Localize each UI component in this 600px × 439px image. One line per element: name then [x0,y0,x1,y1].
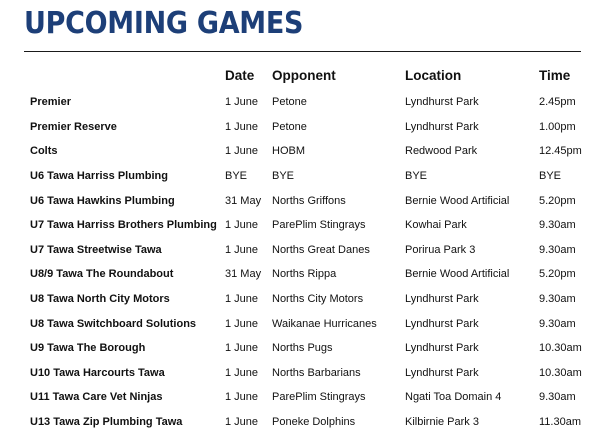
upcoming-games-table [30,62,590,434]
game-date: 1 June [225,416,259,429]
opponent-name: Petone [272,96,307,109]
game-location: Kilbirnie Park 3 [405,416,479,429]
team-name: U9 Tawa The Borough [30,342,146,355]
opponent-name: Norths Rippa [272,268,337,281]
game-time: 9.30am [539,219,576,232]
title-divider [24,51,581,52]
table-row [30,139,590,164]
team-name: Premier [30,96,71,109]
page-title: UPCOMING GAMES [24,6,304,41]
table-row [30,213,590,238]
game-location: Kowhai Park [405,219,467,232]
game-location: Lyndhurst Park [405,96,479,109]
opponent-name: Petone [272,120,307,133]
game-location: Lyndhurst Park [405,366,479,379]
game-time: 5.20pm [539,194,576,207]
table-row [30,164,590,189]
game-location: Porirua Park 3 [405,243,476,256]
column-header-opponent: Opponent [272,67,336,83]
game-date: 1 June [225,96,259,109]
game-time: 2.45pm [539,96,576,109]
table-header-row [30,62,590,88]
opponent-name: Norths Pugs [272,342,333,355]
game-time: 9.30am [539,243,576,256]
game-time: 10.30am [539,366,582,379]
game-location: BYE [405,170,428,183]
game-time: 9.30am [539,391,576,404]
team-name: Premier Reserve [30,120,117,133]
opponent-name: Norths Barbarians [272,366,361,379]
table-row [30,115,590,140]
team-name: Colts [30,145,58,158]
game-date: 1 June [225,342,259,355]
game-date: BYE [225,170,248,183]
team-name: U7 Tawa Streetwise Tawa [30,243,162,256]
team-name: U6 Tawa Harriss Plumbing [30,170,168,183]
game-location: Ngati Toa Domain 4 [405,391,502,404]
game-time: 12.45pm [539,145,582,158]
game-time: 1.00pm [539,120,576,133]
table-row [30,90,590,115]
game-time: 10.30am [539,342,582,355]
team-name: U11 Tawa Care Vet Ninjas [30,391,163,404]
game-time: BYE [539,170,562,183]
opponent-name: ParePlim Stingrays [272,219,366,232]
game-location: Lyndhurst Park [405,293,479,306]
opponent-name: Norths Griffons [272,194,346,207]
table-row [30,262,590,287]
game-time: 5.20pm [539,268,576,281]
team-name: U10 Tawa Harcourts Tawa [30,366,165,379]
game-date: 1 June [225,145,259,158]
column-header-team [30,62,225,88]
game-location: Bernie Wood Artificial [405,268,510,281]
table-row [30,188,590,213]
team-name: U6 Tawa Hawkins Plumbing [30,194,175,207]
game-location: Redwood Park [405,145,478,158]
opponent-name: Waikanae Hurricanes [272,317,377,330]
opponent-name: Poneke Dolphins [272,416,356,429]
table-row [30,311,590,336]
game-date: 1 June [225,219,259,232]
team-name: U7 Tawa Harriss Brothers Plumbing [30,219,217,232]
opponent-name: Norths Great Danes [272,243,370,256]
game-time: 11.30am [539,416,581,429]
team-name: U13 Tawa Zip Plumbing Tawa [30,416,183,429]
column-header-date: Date [225,67,255,83]
game-date: 31 May [225,194,262,207]
game-time: 9.30am [539,317,576,330]
game-time: 9.30am [539,293,576,306]
table-row [30,361,590,386]
table-row [30,238,590,263]
table-row [30,287,590,312]
opponent-name: ParePlim Stingrays [272,391,366,404]
team-name: U8 Tawa North City Motors [30,293,170,306]
game-date: 1 June [225,317,259,330]
column-header-location: Location [405,67,462,83]
games-table-body [30,88,590,434]
table-row [30,336,590,361]
game-location: Bernie Wood Artificial [405,194,510,207]
opponent-name: HOBM [272,145,305,158]
team-name: U8/9 Tawa The Roundabout [30,268,174,281]
opponent-name: BYE [272,170,295,183]
game-date: 1 June [225,293,259,306]
game-date: 1 June [225,391,259,404]
column-header-time: Time [539,67,571,83]
game-location: Lyndhurst Park [405,120,479,133]
team-name: U8 Tawa Switchboard Solutions [30,317,197,330]
game-date: 1 June [225,243,259,256]
game-location: Lyndhurst Park [405,342,479,355]
game-date: 1 June [225,366,259,379]
game-location: Lyndhurst Park [405,317,479,330]
table-row [30,385,590,410]
game-date: 31 May [225,268,262,281]
opponent-name: Norths City Motors [272,293,364,306]
game-date: 1 June [225,120,259,133]
table-row [30,410,590,435]
